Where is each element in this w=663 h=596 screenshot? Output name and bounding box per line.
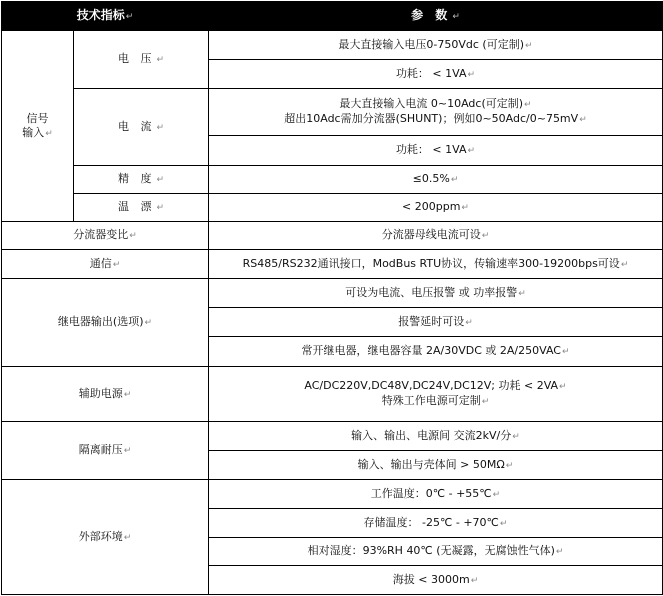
header-params-label: 参 数 bbox=[411, 8, 452, 22]
header-params bbox=[209, 2, 663, 31]
paragraph-mark-icon: ↵ bbox=[156, 175, 165, 185]
paragraph-mark-icon: ↵ bbox=[579, 115, 587, 125]
table-row bbox=[2, 31, 663, 60]
paragraph-mark-icon: ↵ bbox=[45, 128, 53, 139]
paragraph-mark-icon: ↵ bbox=[518, 288, 526, 299]
paragraph-mark-icon: ↵ bbox=[499, 518, 508, 529]
paragraph-mark-icon: ↵ bbox=[505, 460, 514, 471]
paragraph-mark-icon: ↵ bbox=[512, 431, 520, 442]
accuracy-value: ≤0.5%↵ bbox=[209, 166, 663, 194]
spec-table bbox=[1, 1, 663, 595]
env-humidity-cell: 相对湿度：93%RH 40℃ (无凝露，无腐蚀性气体)↵ bbox=[209, 538, 663, 566]
drift-value: < 200ppm↵ bbox=[209, 194, 663, 222]
paragraph-mark-icon: ↵ bbox=[112, 259, 121, 270]
paragraph-mark-icon: ↵ bbox=[450, 175, 459, 185]
paragraph-mark-icon: ↵ bbox=[555, 547, 564, 557]
table-row bbox=[2, 250, 663, 279]
current-power-cell: 功耗： < 1VA↵ bbox=[209, 136, 663, 166]
relay-delay-cell: 报警延时可设↵ bbox=[209, 308, 663, 337]
paragraph-mark-icon: ↵ bbox=[156, 55, 165, 65]
paragraph-mark-icon: ↵ bbox=[524, 100, 532, 110]
paragraph-mark-icon: ↵ bbox=[620, 259, 629, 270]
table-row bbox=[2, 367, 663, 422]
shunt-ratio-value: 分流器母线电流可设↵ bbox=[209, 222, 663, 250]
paragraph-mark-icon: ↵ bbox=[129, 231, 137, 241]
paragraph-mark-icon: ↵ bbox=[481, 397, 490, 407]
paragraph-mark-icon: ↵ bbox=[123, 532, 132, 543]
env-operating-temp-cell: 工作温度：0℃ - +55℃↵ bbox=[209, 480, 663, 509]
paragraph-mark-icon: ↵ bbox=[467, 146, 476, 156]
table-row bbox=[2, 166, 663, 194]
table-row bbox=[2, 89, 663, 136]
accuracy-label: 精 度↵ bbox=[74, 166, 209, 194]
paragraph-mark-icon: ↵ bbox=[470, 575, 479, 586]
aux-power-label: 辅助电源↵ bbox=[2, 367, 209, 422]
relay-capacity-cell: 常开继电器，继电器容量 2A/30VDC 或 2A/250VAC↵ bbox=[209, 337, 663, 367]
isolation-case-cell: 输入、输出与壳体间 > 50MΩ↵ bbox=[209, 451, 663, 480]
current-max-cell: 最大直接输入电流 0~10Adc(可定制)↵ 超出10Adc需加分流器(SHUNT)；例如0~50Adc/0~75mV↵ bbox=[209, 89, 663, 136]
table-row bbox=[2, 194, 663, 222]
paragraph-mark-icon: ↵ bbox=[559, 382, 567, 392]
paragraph-mark-icon: ↵ bbox=[492, 489, 501, 500]
header-spec bbox=[2, 2, 209, 31]
voltage-max-cell: 最大直接输入电压0-750Vdc (可定制)↵ bbox=[209, 31, 663, 60]
paragraph-mark-icon: ↵ bbox=[156, 122, 165, 133]
paragraph-mark-icon: ↵ bbox=[144, 318, 153, 328]
relay-label: 继电器输出(选项)↵ bbox=[2, 279, 209, 367]
env-altitude-cell: 海拔 < 3000m↵ bbox=[209, 566, 663, 595]
paragraph-mark-icon: ↵ bbox=[467, 69, 476, 80]
relay-alarm-cell: 可设为电流、电压报警 或 功率报警↵ bbox=[209, 279, 663, 308]
environment-label: 外部环境↵ bbox=[2, 480, 209, 595]
paragraph-mark-icon: ↵ bbox=[452, 12, 460, 22]
paragraph-mark-icon: ↵ bbox=[123, 389, 132, 400]
isolation-label: 隔离耐压↵ bbox=[2, 422, 209, 480]
paragraph-mark-icon: ↵ bbox=[156, 203, 165, 213]
table-row bbox=[2, 480, 663, 509]
communication-value: RS485/RS232通讯接口，ModBus RTU协议，传输速率300-19200bps可设↵ bbox=[209, 250, 663, 279]
voltage-label: 电 压↵ bbox=[74, 31, 209, 89]
header-spec-label: 技术指标 bbox=[76, 8, 125, 22]
communication-label: 通信↵ bbox=[2, 250, 209, 279]
paragraph-mark-icon: ↵ bbox=[123, 446, 132, 456]
table-row bbox=[2, 422, 663, 451]
voltage-power-cell: 功耗： < 1VA↵ bbox=[209, 60, 663, 89]
isolation-ac-cell: 输入、输出、电源间 交流2kV/分↵ bbox=[209, 422, 663, 451]
paragraph-mark-icon: ↵ bbox=[561, 347, 570, 357]
aux-power-value: AC/DC220V,DC48V,DC24V,DC12V; 功耗 < 2VA↵ 特殊工作电源可定制↵ bbox=[209, 367, 663, 422]
drift-label: 温 漂↵ bbox=[74, 194, 209, 222]
shunt-ratio-label: 分流器变比↵ bbox=[2, 222, 209, 250]
signal-input-label bbox=[2, 31, 74, 222]
signal-input-line2: 输入 bbox=[22, 125, 45, 139]
paragraph-mark-icon: ↵ bbox=[125, 12, 134, 22]
paragraph-mark-icon: ↵ bbox=[481, 231, 490, 241]
table-row bbox=[2, 279, 663, 308]
signal-input-line1: 信号 bbox=[26, 111, 49, 125]
header-row bbox=[2, 2, 663, 31]
paragraph-mark-icon: ↵ bbox=[461, 203, 469, 213]
paragraph-mark-icon: ↵ bbox=[525, 40, 533, 51]
table-row bbox=[2, 222, 663, 250]
current-label: 电 流↵ bbox=[74, 89, 209, 166]
paragraph-mark-icon: ↵ bbox=[465, 317, 473, 328]
env-storage-temp-cell: 存储温度： -25℃ - +70℃↵ bbox=[209, 509, 663, 538]
